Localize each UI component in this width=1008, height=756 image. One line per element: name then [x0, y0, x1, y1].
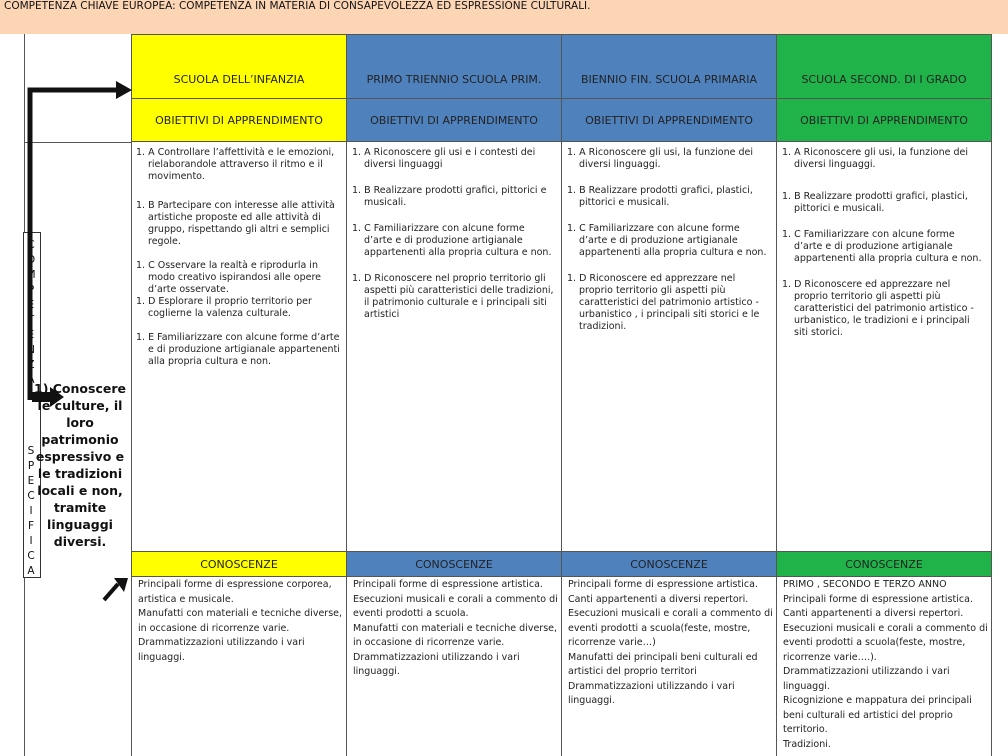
knowledge-header-secondaria [776, 551, 992, 577]
grid-line [776, 34, 777, 756]
side-letter: I [29, 535, 33, 547]
knowledge-item: Canti appartenenti a diversi repertori. [783, 608, 964, 619]
side-letter: M [26, 269, 36, 281]
column-title: SCUOLA SECOND. DI I GRADO [801, 73, 967, 86]
grid-line [561, 34, 562, 756]
side-letter: C [27, 490, 35, 502]
knowledge-item: Manufatti con materiali e tecniche diverse, in occasione di ricorrenze varie. [138, 608, 343, 634]
objectives-header-infanzia [131, 98, 347, 142]
knowledge-header-infanzia [131, 551, 347, 577]
objectives-cell-infanzia [136, 147, 342, 368]
objective-item: 1. B Partecipare con interesse alle attività artistiche proposte ed alle attività di gruppo, rispettando gli altri e semplici regole. [136, 200, 335, 247]
column-title: BIENNIO FIN. SCUOLA PRIMARIA [580, 73, 758, 86]
knowledge-label: CONOSCENZE [200, 557, 278, 571]
side-letter: N [27, 344, 35, 356]
objective-item: 1. A Controllare l’affettività e le emozioni, rielaborandole attraverso il ritmo e il movimento. [136, 147, 335, 182]
objectives-header-primo-triennio [346, 98, 562, 142]
grid-line [346, 34, 347, 756]
knowledge-item: Manufatti dei principali beni culturali ed artistici del proprio territori [568, 651, 758, 677]
knowledge-header-primo-triennio [346, 551, 562, 577]
objectives-cell-primo-triennio [352, 147, 556, 321]
knowledge-heading: PRIMO , SECONDO E TERZO ANNO [783, 579, 947, 590]
objective-item: 1. B Realizzare prodotti grafici, pittorici e musicali. [352, 185, 547, 208]
knowledge-item: Esecuzioni musicali e corali a commento di eventi prodotti a scuola. [353, 593, 558, 619]
side-letter: E [27, 329, 35, 341]
side-letter: S [27, 445, 35, 457]
knowledge-item: Esecuzioni musicali e corali a commento di eventi prodotti a scuola(feste, mostre, ricorrenze varie….). [783, 622, 988, 663]
grid-line [991, 34, 992, 756]
side-letter: I [29, 505, 33, 517]
side-letter: P [27, 284, 35, 296]
objectives-label: OBIETTIVI DI APPRENDIMENTO [800, 113, 968, 127]
knowledge-item: Manufatti con materiali e tecniche diverse, in occasione di ricorrenze varie. [353, 622, 558, 648]
knowledge-item: Principali forme di espressione artistica. [783, 593, 973, 605]
side-letter: E [27, 475, 35, 487]
side-letter: C [27, 550, 35, 562]
knowledge-item: Drammatizzazioni utilizzando i vari linguaggi. [568, 680, 735, 706]
page-title: COMPETENZA CHIAVE EUROPEA: COMPETENZA IN MATERIA DI CONSAPEVOLEZZA ED ESPRESSIONE CULTURALI. [4, 0, 591, 12]
objective-item: 1. A Riconoscere gli usi, la funzione dei diversi linguaggi. [782, 147, 968, 170]
objectives-cell-secondaria [782, 147, 986, 339]
arrow-connectors [20, 70, 140, 410]
side-letter: A [27, 374, 35, 386]
arrow-knowledge-icon [100, 570, 140, 610]
knowledge-item: Esecuzioni musicali e corali a commento di eventi prodotti a scuola(feste, mostre, ricorrenze varie…) [568, 608, 773, 648]
knowledge-header-biennio [561, 551, 777, 577]
knowledge-item: Tradizioni. [783, 738, 831, 750]
knowledge-cell-infanzia [138, 578, 343, 665]
objective-item: 1. C Familiarizzare con alcune forme d’arte e di produzione artigianale appartenenti alla propria cultura e non. [782, 229, 982, 264]
objectives-header-secondaria [776, 98, 992, 142]
knowledge-item: Principali forme di espressione corporea, artistica e musicale. [138, 579, 332, 605]
objective-item: 1. D Riconoscere nel proprio territorio gli aspetti più caratteristici delle tradizioni, il patrimonio culturale e i principali siti artistici [352, 273, 554, 320]
title-bar [0, 0, 1008, 34]
side-letter: Z [27, 359, 35, 371]
objective-item: 1. A Riconoscere gli usi, la funzione dei diversi linguaggi. [567, 147, 753, 170]
objective-item: 1. B Realizzare prodotti grafici, plastici, pittorici e musicali. [567, 185, 753, 208]
knowledge-cell-secondaria [783, 578, 988, 752]
knowledge-item: Drammatizzazioni utilizzando i vari linguaggi. [353, 651, 520, 677]
knowledge-label: CONOSCENZE [845, 557, 923, 571]
objective-item: 1. D Esplorare il proprio territorio per coglierne la valenza culturale. [136, 296, 312, 319]
objectives-label: OBIETTIVI DI APPRENDIMENTO [155, 113, 323, 127]
knowledge-item: Principali forme di espressione artistica. [568, 579, 758, 590]
side-letter: E [27, 299, 35, 311]
side-letter: O [26, 254, 36, 266]
knowledge-item: Ricognizione e mappatura dei principali beni culturali ed artistici del proprio territorio. [783, 695, 972, 735]
objective-item: 1. C Osservare la realtà e riprodurla in modo creativo ispirandosi alle opere d’arte osservate. [136, 260, 321, 295]
objective-item: 1. A Riconoscere gli usi e i contesti dei diversi linguaggi [352, 147, 536, 170]
side-letter: C [27, 239, 35, 251]
side-letter: A [27, 565, 35, 577]
column-title: PRIMO TRIENNIO SCUOLA PRIM. [366, 73, 542, 86]
side-letter: F [27, 520, 35, 532]
knowledge-item: Drammatizzazioni utilizzando i vari linguaggi. [138, 637, 305, 663]
objective-item: 1. C Familiarizzare con alcune forme d’arte e di produzione artigianale appartenenti alla propria cultura e non. [567, 223, 767, 258]
objective-item: 1. D Riconoscere ed apprezzare nel proprio territorio gli aspetti più caratteristici del patrimonio artistico - urbanistico , i principali siti storici e le tradizioni. [567, 273, 760, 332]
knowledge-cell-biennio [568, 578, 773, 709]
objective-item: 1. C Familiarizzare con alcune forme d’arte e di produzione artigianale appartenenti alla propria cultura e non. [352, 223, 552, 258]
objective-item: 1. E Familiarizzare con alcune forme d’arte e di produzione artigianale appartenenti alla propria cultura e non. [136, 332, 340, 367]
objectives-label: OBIETTIVI DI APPRENDIMENTO [370, 113, 538, 127]
knowledge-label: CONOSCENZE [415, 557, 493, 571]
objectives-header-biennio [561, 98, 777, 142]
knowledge-item: Canti appartenenti a diversi repertori. [568, 593, 749, 605]
knowledge-item: Principali forme di espressione artistica. [353, 579, 543, 590]
knowledge-label: CONOSCENZE [630, 557, 708, 571]
side-letter: T [27, 314, 35, 326]
objective-item: 1. B Realizzare prodotti grafici, plastici, pittorici e musicali. [782, 191, 968, 214]
objective-item: 1. D Riconoscere ed apprezzare nel proprio territorio gli aspetti più caratteristici del patrimonio artistico - urbanistico, le tradizioni e i principali siti storici. [782, 279, 974, 338]
goal-text: 1) Conoscere le culture, il loro patrimonio espressivo e le tradizioni locali e non, tramite linguaggi diversi. [34, 381, 126, 549]
knowledge-item: Drammatizzazioni utilizzando i vari linguaggi. [783, 666, 950, 692]
objectives-label: OBIETTIVI DI APPRENDIMENTO [585, 113, 753, 127]
column-title: SCUOLA DELL’INFANZIA [173, 73, 305, 86]
knowledge-cell-primo-triennio [353, 578, 558, 680]
side-letter: P [27, 460, 35, 472]
objectives-cell-biennio [567, 147, 771, 333]
